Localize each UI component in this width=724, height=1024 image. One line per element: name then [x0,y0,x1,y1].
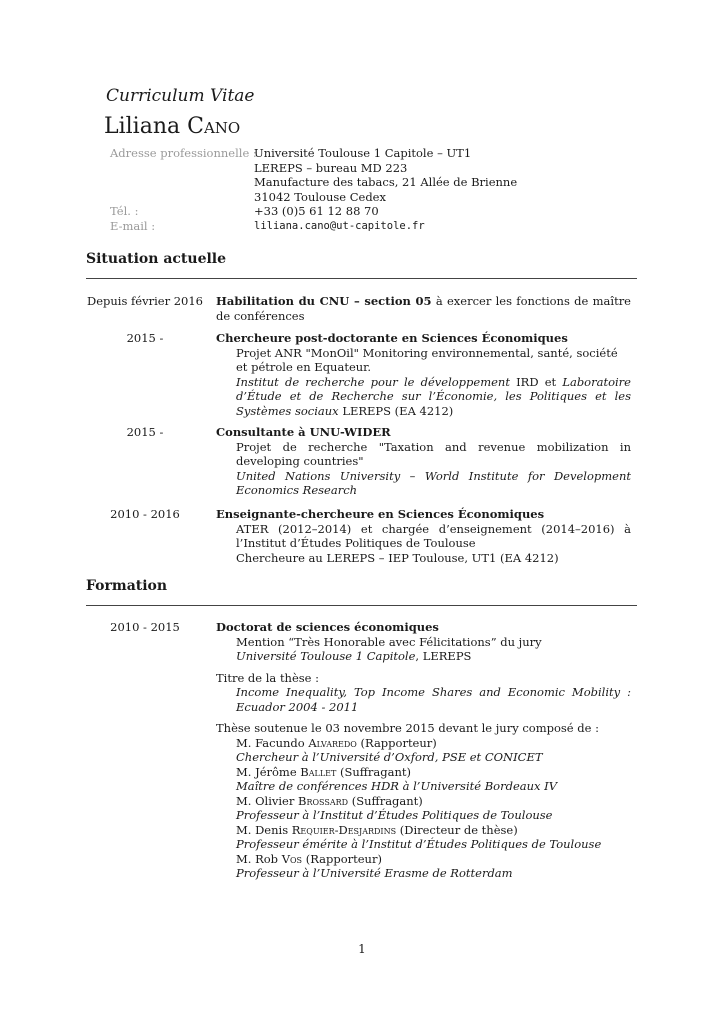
entry-institution: United Nations University – World Institute for Development Economics Research [236,468,631,497]
address-line: Université Toulouse 1 Capitole – UT1 [254,146,472,160]
section-title-formation: Formation [86,578,168,594]
entry-body [216,294,631,323]
jury-member: M. Facundo Alvaredo (Rapporteur) [236,735,437,750]
entry-body [216,331,631,418]
entry-date: 2010 - 2016 [110,507,180,521]
first-name: Liliana [104,114,181,139]
email-label: E-mail : [110,218,156,233]
jury-member: M. Rob Vos (Rapporteur) [236,851,382,866]
jury-member: M. Jérôme Ballet (Suffragant) [236,764,412,779]
jury-affiliation: Chercheur à l’Université d’Oxford, PSE et CONICET [236,750,543,764]
entry-line: ATER (2012–2014) et chargée d’enseignement (2014–2016) à l’Institut d’Études Politiques de Toulouse [236,521,631,550]
entry-heading: Doctorat de sciences économiques [216,620,439,634]
jury-affiliation: Professeur à l’Institut d’Études Politiques de Toulouse [236,808,553,822]
entry-line: Projet de recherche "Taxation and revenue mobilization in developing countries" [236,439,631,468]
entry-heading: Consultante à UNU-WIDER [216,425,391,439]
jury-member: M. Denis Requier-Desjardins (Directeur de thèse) [236,822,518,837]
entry-heading: Enseignante-chercheure en Sciences Économiques [216,507,545,521]
jury-affiliation: Maître de conférences HDR à l’Université Bordeaux IV [236,779,557,793]
jury-affiliation: Professeur émérite à l’Institut d’Études Politiques de Toulouse [236,837,602,851]
entry-date: Depuis février 2016 [87,294,203,308]
entry-date: 2010 - 2015 [110,620,180,634]
document-subtitle: Curriculum Vitae [106,86,255,106]
address-label: Adresse professionnelle : [110,146,257,160]
last-name: Cano [187,114,241,139]
entry-institution: Institut de recherche pour le développement IRD et Laboratoire d’Étude et de Recherche sur l’Économie, les Politiques et les Systèmes sociaux LEREPS (EA 4212) [236,374,631,418]
entry-date: 2015 - [126,425,164,439]
entry-heading-rest: à exercer les fonctions de maître de conférences [216,294,631,323]
address-line: LEREPS – bureau MD 223 [254,160,408,175]
entry-heading: Chercheure post-doctorante en Sciences Économiques [216,331,568,345]
section-title-situation: Situation actuelle [86,251,227,267]
address-line: 31042 Toulouse Cedex [254,189,386,204]
thesis-label: Titre de la thèse : [216,670,320,685]
entry-line: Projet ANR "MonOil" Monitoring environnemental, santé, société et pétrole en Equateur. [236,345,618,374]
page-number: 1 [358,942,366,956]
degree-mention: Mention “Très Honorable avec Félicitations” du jury [236,634,542,649]
entry-body [216,425,631,498]
jury-intro: Thèse soutenue le 03 novembre 2015 devant le jury composé de : [216,721,599,735]
jury-member: M. Olivier Brossard (Suffragant) [236,793,423,808]
tel-label: Tél. : [110,204,139,218]
address-line: Manufacture des tabacs, 21 Allée de Brienne [254,175,518,189]
degree-university: Université Toulouse 1 Capitole, LEREPS [236,649,472,663]
person-name [104,114,240,139]
entry-line: Chercheure au LEREPS – IEP Toulouse, UT1 (EA 4212) [236,550,559,565]
thesis-title: Income Inequality, Top Income Shares and Economic Mobility : Ecuador 2004 - 2011 [236,685,631,714]
section-rule [86,278,637,279]
entry-heading: Habilitation du CNU – section 05 [216,294,432,308]
entry-body [216,620,631,881]
jury-affiliation: Professeur à l’Université Erasme de Rotterdam [236,866,513,880]
section-rule [86,605,637,606]
email-link[interactable]: liliana.cano@ut-capitole.fr [254,219,425,232]
contact-block [110,146,517,233]
entry-body [216,507,631,565]
tel-value: +33 (0)5 61 12 88 70 [254,204,379,218]
entry-date: 2015 - [126,331,164,345]
